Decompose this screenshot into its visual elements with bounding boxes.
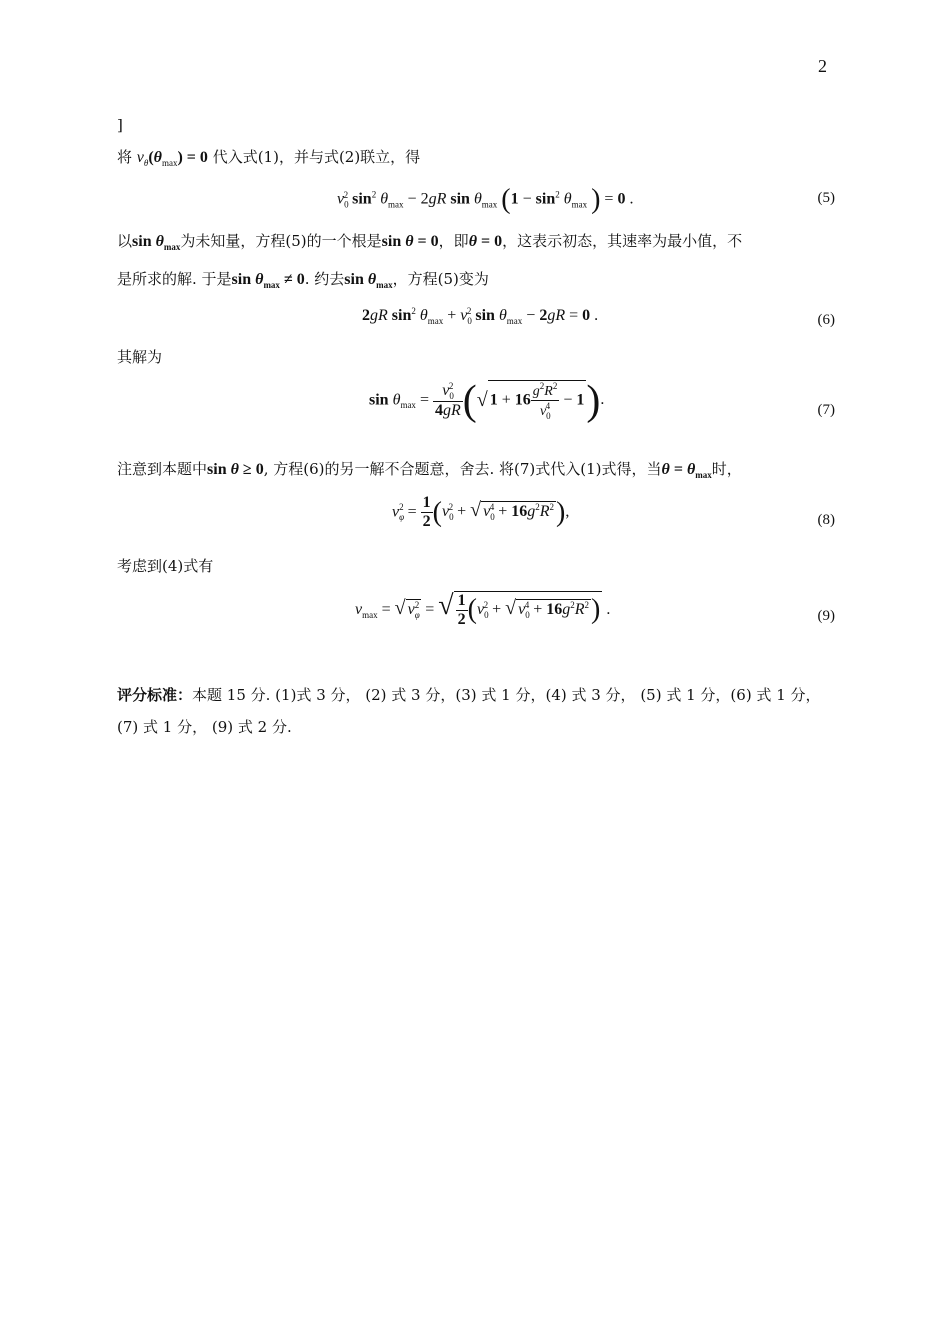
p3-a: 是所求的解. 于是: [117, 270, 232, 288]
equation-9-body: $v_{max}$ = √ $v_\varphi^2$ = √ $\frac{1}{2}$ ($v_0^2$ + √ $v_0^4 + 16g^2R^2$) .: [355, 590, 611, 628]
math-sin-theta-zero: sin θ = 0: [381, 233, 439, 250]
p2-a: 以: [117, 232, 133, 250]
equation-6-number: (6): [817, 312, 835, 328]
p2-d: ，这表示初态，其速率为最小值，不: [502, 232, 743, 250]
math-sin-theta-max-nonzero: $\sin \theta_{max} \ne 0$: [231, 271, 305, 290]
p3-c: ，方程(5)变为: [392, 270, 489, 288]
math-theta-eq-thetamax: $\theta = \theta_{max}$: [661, 461, 712, 480]
grading-label: 评分标准：: [117, 686, 193, 704]
paragraph-2: [117, 230, 835, 258]
p3-b: . 约去: [304, 270, 345, 288]
p1-post: 代入式(1)，并与式(2)联立，得: [207, 148, 421, 166]
p2-c: ，即: [438, 232, 469, 250]
p1-pre: 将: [117, 148, 133, 166]
equation-5-number: (5): [817, 190, 835, 206]
equation-8: [117, 494, 835, 554]
p5-b: , 方程(6)的另一解不合题意，舍去. 将(7)式代入(1)式得，当: [263, 460, 662, 478]
fraction-v0-over-4gR: $\frac{v_0^2}{4gR}$: [434, 381, 461, 419]
grading-line-1: [117, 684, 835, 706]
math-sin-theta-nonneg: sin θ ≥ 0: [207, 461, 264, 478]
grading-line-2: (7) 式 1 分， (9) 式 2 分.: [117, 718, 292, 736]
p5-c: 时，: [711, 460, 742, 478]
grading-text-1: 本题 15 分. (1)式 3 分， (2) 式 3 分，(3) 式 1 分，(4) 式 3 分， (5) 式 1 分，(6) 式 1 分，: [192, 686, 821, 704]
equation-8-body: $v_\varphi^2$ = $\frac{1}{2}$ ($v_0^2$ + √ $v_0^4 + 16g^2R^2$),: [392, 494, 570, 530]
equation-7-body: $\sin \theta_{max}$ = $\frac{v_0^2}{4gR}$ (√ 1 + 16 $\frac{g^2R^2}{v_0^4}$ − 1).: [369, 377, 605, 424]
equation-7: [117, 377, 835, 450]
p5-a: 注意到本题中: [117, 460, 208, 478]
equation-6-body: 2gR $\sin^2 \theta_{max} + v_0^2$ $\sin \theta_{max} - 2gR = 0$ .: [362, 306, 599, 326]
equation-9-number: (9): [817, 608, 835, 624]
equation-7-number: (7): [817, 402, 835, 418]
paragraph-1: [117, 146, 835, 174]
equation-9: [117, 590, 835, 650]
math-v-theta-zero: $v_\theta(\theta_{max}) = 0$: [136, 149, 208, 168]
paragraph-6: 考虑到(4)式有: [117, 557, 214, 575]
math-sin-theta-max-2: $\sin \theta_{max}$: [344, 271, 393, 290]
p2-b: 为未知量，方程(5)的一个根是: [180, 232, 382, 250]
paragraph-4: 其解为: [117, 348, 163, 366]
math-theta-zero: θ = 0: [468, 233, 503, 250]
math-sin-theta-max: $\sin \theta_{max}$: [132, 233, 181, 252]
equation-8-number: (8): [817, 512, 835, 528]
paragraph-3: [117, 268, 835, 296]
equation-5-body: $v_0^2$ $\sin^2 \theta_{max} - 2gR$ $\sin \theta_{max}$ ($1 - \sin^2 \theta_{max}$ ) = 0 .: [337, 184, 634, 215]
paragraph-5: [117, 458, 835, 486]
page-number: 2: [818, 56, 827, 76]
bracket-line: ]: [117, 116, 123, 134]
